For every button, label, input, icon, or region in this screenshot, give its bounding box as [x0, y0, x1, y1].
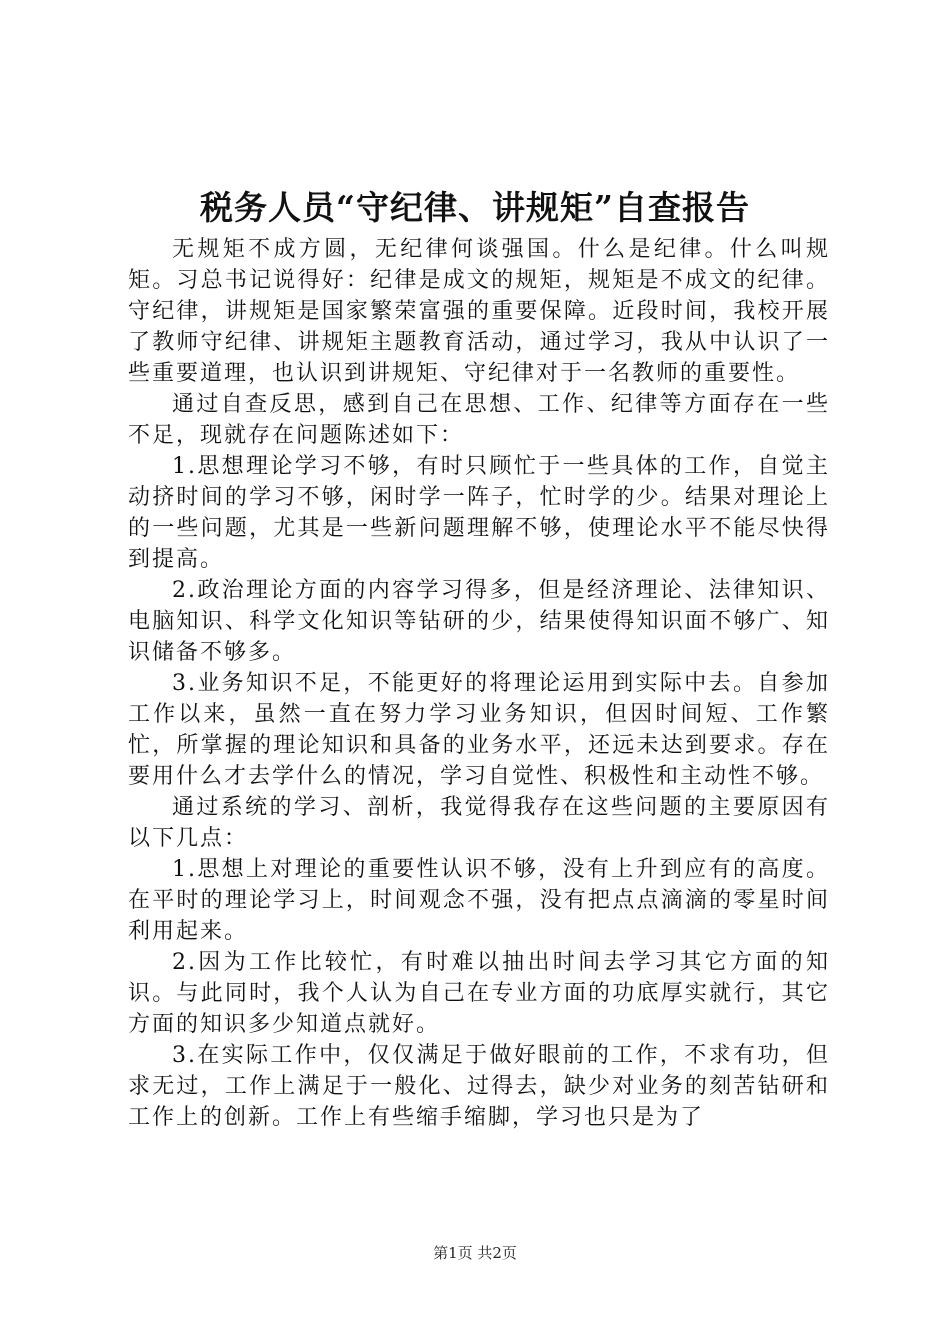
paragraph-cause-2: 2.因为工作比较忙，有时难以抽出时间去学习其它方面的知识。与此同时，我个人认为自己在专业方面的功底厚实就行，其它方面的知识多少知道点就好。 — [128, 950, 830, 1037]
document-body — [128, 234, 830, 1133]
paragraph-cause-3: 3.在实际工作中，仅仅满足于做好眼前的工作，不求有功，但求无过，工作上满足于一般化、过得去，缺少对业务的刻苦钻研和工作上的创新。工作上有些缩手缩脚，学习也只是为了 — [128, 1043, 830, 1130]
page-number-footer: 第1页 共2页 — [433, 1244, 517, 1262]
paragraph-cause-1: 1.思想上对理论的重要性认识不够，没有上升到应有的高度。在平时的理论学习上，时间观念不强，没有把点点滴滴的零星时间利用起来。 — [128, 857, 830, 944]
paragraph-problem-1: 1.思想理论学习不够，有时只顾忙于一些具体的工作，自觉主动挤时间的学习不够，闲时学一阵子，忙时学的少。结果对理论上的一些问题，尤其是一些新问题理解不够，使理论水平不能尽快得到提高。 — [128, 454, 830, 572]
paragraph-problem-2: 2.政治理论方面的内容学习得多，但是经济理论、法律知识、电脑知识、科学文化知识等钻研的少，结果使得知识面不够广、知识储备不够多。 — [128, 578, 830, 665]
document-title: 税务人员“守纪律、讲规矩”自查报告 — [200, 188, 750, 227]
paragraph-self-check: 通过自查反思，感到自己在思想、工作、纪律等方面存在一些不足，现就存在问题陈述如下： — [128, 392, 830, 448]
paragraph-causes-intro: 通过系统的学习、剖析，我觉得我存在这些问题的主要原因有以下几点： — [128, 795, 830, 851]
paragraph-intro: 无规矩不成方圆，无纪律何谈强国。什么是纪律。什么叫规矩。习总书记说得好：纪律是成文的规矩，规矩是不成文的纪律。守纪律，讲规矩是国家繁荣富强的重要保障。近段时间，我校开展了教师守纪律、讲规矩主题教育活动，通过学习，我从中认识了一些重要道理，也认识到讲规矩、守纪律对于一名教师的重要性。 — [128, 237, 830, 386]
paragraph-problem-3: 3.业务知识不足，不能更好的将理论运用到实际中去。自参加工作以来，虽然一直在努力学习业务知识，但因时间短、工作繁忙，所掌握的理论知识和具备的业务水平，还远未达到要求。存在要用什么才去学什么的情况，学习自觉性、积极性和主动性不够。 — [128, 671, 830, 789]
